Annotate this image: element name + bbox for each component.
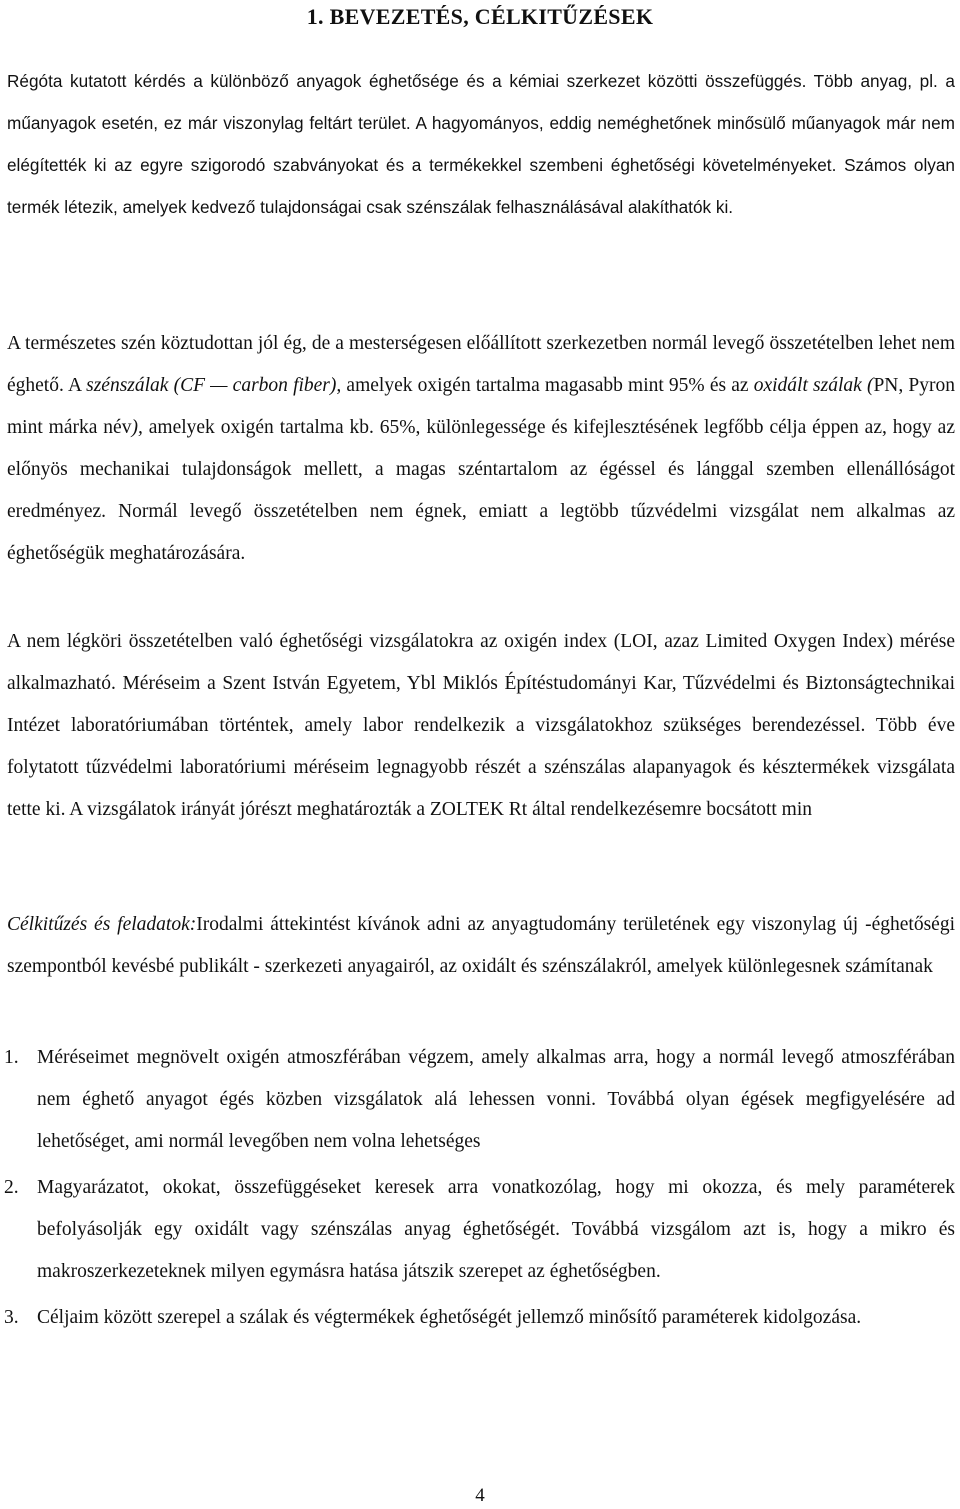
- objective-text-3: Céljaim között szerepel a szálak és végtermékek éghetőségét jellemző minősítő paraméterek kidolgozása.: [37, 1307, 862, 1328]
- brand-name-text: PN, Pyron mint márka név: [7, 374, 955, 438]
- oxidized-fiber-properties: amelyek oxigén tartalma kb. 65%, különlegessége és kifejlesztésének legfőbb célja éppen az, hogy az előnyös mechanikai tulajdonságok mellett, a magas széntartalom az égéssel és lánggal szemben ellenállóságot eredményez. Normál levegő összetételben nem égnek, emiatt a legtöbb tűzvédelmi vizsgálat nem alkalmas az éghetőségük meghatározására.: [7, 416, 955, 564]
- objective-item-3: [0, 1297, 955, 1339]
- objective-number-3: 3.: [4, 1307, 19, 1328]
- objective-text-2: Magyarázatot, okokat, összefüggéseket keresek arra vonatkozólag, hogy mi okozza, és mely paraméterek befolyásolják egy oxidált vagy szénszálas anyag éghetőségét. Továbbá vizsgálom azt is, hogy a mikro és makroszerkezeteknek milyen egymásra hatása játszik szerepet az éghetőségben.: [37, 1177, 955, 1282]
- objectives-text: Irodalmi áttekintést kívánok adni az anyagtudomány területének egy viszonylag új -éghetőségi szempontból kevésbé publikált - szerkezeti anyagairól, az oxidált és szénszálakról, amelyek különlegesnek számítanak: [7, 913, 955, 977]
- page-number: 4: [475, 1485, 485, 1506]
- brand-name-close: ),: [131, 416, 143, 438]
- objective-number-1: 1.: [4, 1047, 19, 1068]
- intro-sentence-1: Régóta kutatott kérdés a különböző anyagok éghetősége és a kémiai szerkezet közötti összefüggés. Több anyag, pl. a műanyagok esetén, ez már viszonylag feltárt terület.: [7, 71, 955, 134]
- objectives-label: Célkitűzés és feladatok:: [7, 913, 197, 935]
- objective-number-2: 2.: [4, 1177, 19, 1198]
- objective-text-1: Méréseimet megnövelt oxigén atmoszférában végzem, amely alkalmas arra, hogy a normál levegő atmoszférában nem éghető anyagot égés közben vizsgálatok alá lehessen vonni. Továbbá olyan égések megfigyelésére ad lehetőséget, ami normál levegőben nem volna lehetséges: [37, 1047, 955, 1152]
- carbon-nature-sentence: A természetes szén köztudottan jól ég, de a mesterségesen előállított szerkezetben normál levegő összetételben lehet nem éghető.: [7, 332, 955, 396]
- section-heading: 1. BEVEZETÉS, CÉLKITŰZÉSEK: [306, 4, 654, 29]
- oxidized-fiber-term: oxidált szálak (: [753, 374, 874, 396]
- carbon-fiber-lead: A: [63, 374, 87, 396]
- loi-paragraph: A nem légköri összetételben való éghetőségi vizsgálatokra az oxigén index (LOI, azaz Limited Oxygen Index) mérése alkalmazható. Méréseim a Szent István Egyetem, Ybl Miklós Építéstudományi Kar, Tűzvédelmi és Biztonságtechnikai Intézet laboratóriumában történtek, amely labor rendelkezik a vizsgálatokhoz szükséges berendezéssel. Több éve folytatott tűzvédelmi laboratóriumi méréseim legnagyobb részét a szénszálas alapanyagok és késztermékek vizsgálata tette ki. A vizsgálatok irányát jórészt meghatározták a ZOLTEK Rt által rendelkezésemre bocsátott min: [7, 630, 955, 820]
- carbon-fiber-oxygen-text: amelyek oxigén tartalma magasabb mint 95% és az: [341, 374, 754, 396]
- objective-item-1: [0, 1037, 955, 1163]
- intro-sentence-2: A hagyományos, eddig neméghetőnek minősülő műanyagok már nem elégítették ki az egyre szigorodó szabványokat és a termékekkel szembeni éghetőségi követelményeket. Számos olyan termék létezik, amelyek kedvező tulajdonságai csak szénszálak felhasználásával alakíthatók ki.: [7, 113, 955, 218]
- intro-paragraph: [7, 60, 955, 228]
- objectives-list: [0, 1037, 955, 1339]
- objectives-paragraph: [7, 904, 955, 988]
- objective-item-2: [0, 1167, 955, 1293]
- carbon-nature-paragraph: [7, 323, 955, 575]
- carbon-fiber-term: szénszálak (CF — carbon fiber),: [86, 374, 342, 396]
